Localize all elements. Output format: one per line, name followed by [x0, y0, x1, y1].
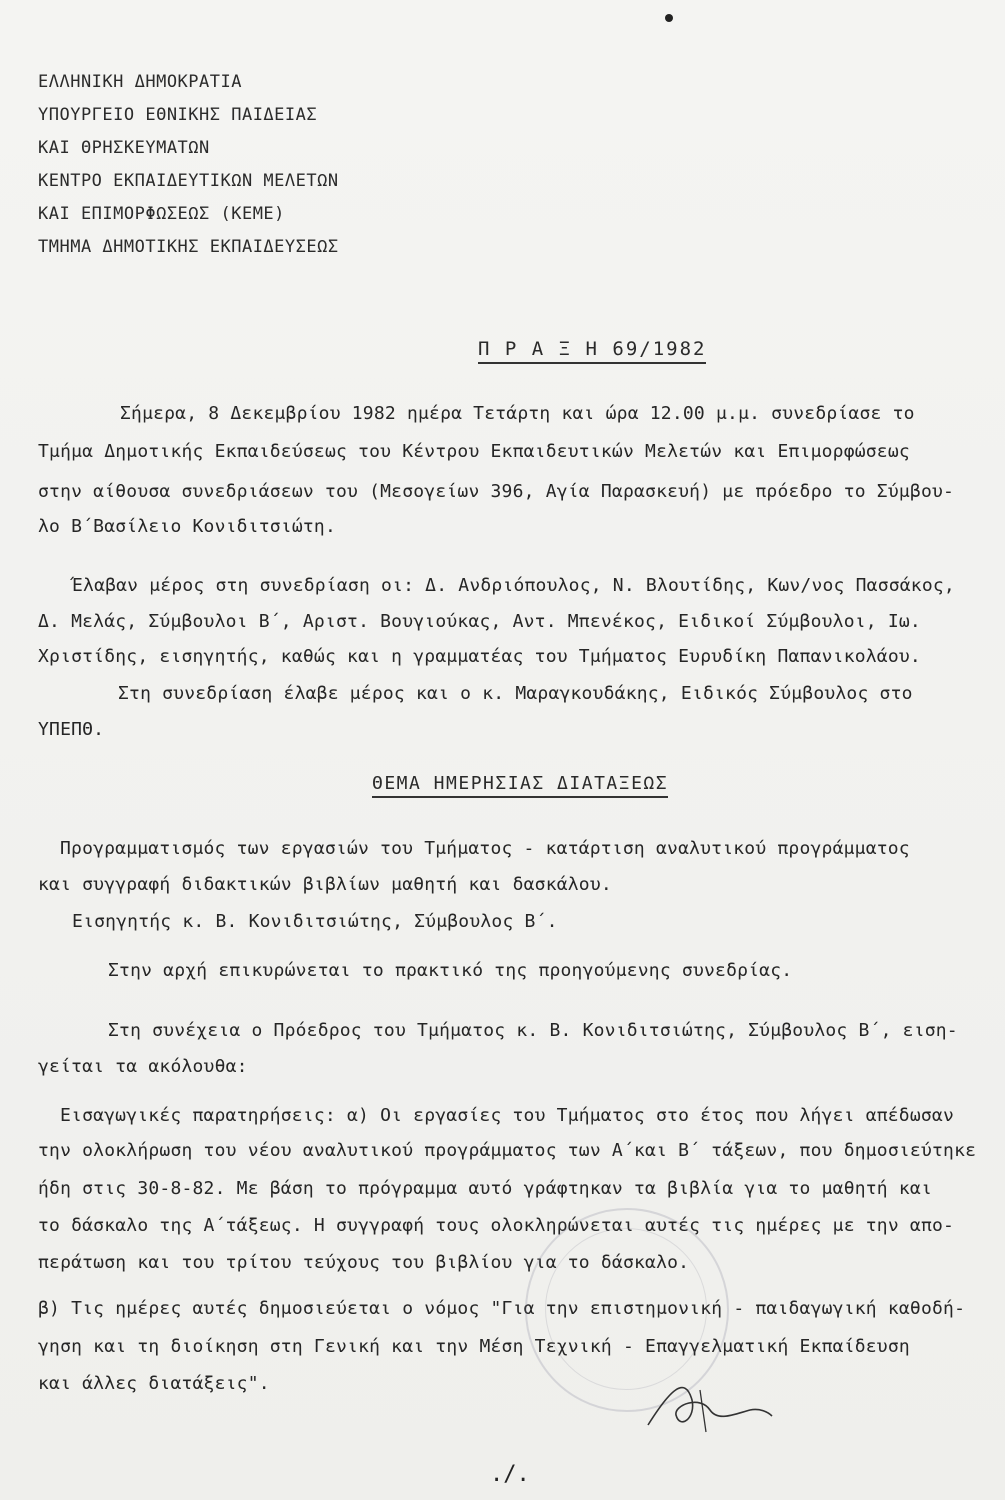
- header-line: ΥΠΟΥΡΓΕΙΟ ΕΘΝΙΚΗΣ ΠΑΙΔΕΙΑΣ: [38, 105, 318, 125]
- body-line: και συγγραφή διδακτικών βιβλίων μαθητή και δασκάλου.: [38, 874, 612, 895]
- body-line: ΥΠΕΠΘ.: [38, 719, 105, 740]
- body-line: γηση και τη διοίκηση στη Γενική και την Μέση Τεχνική - Επαγγελματική Εκπαίδευση: [38, 1336, 910, 1357]
- body-line: ήδη στις 30-8-82. Με βάση το πρόγραμμα αυτό γράφτηκαν τα βιβλία για το μαθητή και: [38, 1178, 932, 1199]
- body-line: Δ. Μελάς, Σύμβουλοι Β΄, Αριστ. Βουγιούκας, Αντ. Μπενέκος, Ειδικοί Σύμβουλοι, Ιω.: [38, 611, 921, 632]
- body-line: στην αίθουσα συνεδριάσεων του (Μεσογείων 396, Αγία Παρασκευή) με πρόεδρο το Σύμβου-: [38, 481, 955, 502]
- signature: [640, 1370, 780, 1440]
- body-line: Έλαβαν μέρος στη συνεδρίαση οι: Δ. Ανδριόπουλος, Ν. Βλουτίδης, Κων/νος Πασσάκος,: [72, 575, 955, 596]
- body-line: Σήμερα, 8 Δεκεμβρίου 1982 ημέρα Τετάρτη και ώρα 12.00 μ.μ. συνεδρίασε το: [120, 403, 915, 424]
- body-line: Εισαγωγικές παρατηρήσεις: α) Οι εργασίες του Τμήματος στο έτος που λήγει απέδωσαν: [60, 1105, 954, 1126]
- body-line: το δάσκαλο της Α΄τάξεως. Η συγγραφή τους ολοκληρώνεται αυτές τις ημέρες με την απο-: [38, 1215, 955, 1236]
- body-line: Στη συνέχεια ο Πρόεδρος του Τμήματος κ. Β. Κονιδιτσιώτης, Σύμβουλος Β΄, ειση-: [108, 1020, 958, 1041]
- header-line: ΕΛΛΗΝΙΚΗ ΔΗΜΟΚΡΑΤΙΑ: [38, 72, 242, 92]
- document-title: Π Ρ Α Ξ Η 69/1982: [478, 338, 706, 364]
- body-line: γείται τα ακόλουθα:: [38, 1056, 248, 1077]
- body-line: Προγραμματισμός των εργασιών του Τμήματος - κατάρτιση αναλυτικού προγράμματος: [60, 838, 910, 859]
- body-line: β) Τις ημέρες αυτές δημοσιεύεται ο νόμος "Για την επιστημονική - παιδαγωγική καθοδή-: [38, 1298, 966, 1319]
- body-line: την ολοκλήρωση του νέου αναλυτικού προγράμματος των Α΄και Β΄ τάξεων, που δημοσιεύτηκε: [38, 1140, 977, 1161]
- body-line: Στην αρχή επικυρώνεται το πρακτικό της προηγούμενης συνεδρίας.: [108, 960, 793, 981]
- body-line: Στη συνεδρίαση έλαβε μέρος και ο κ. Μαραγκουδάκης, Ειδικός Σύμβουλος στο: [118, 683, 913, 704]
- header-line: ΚΑΙ ΕΠΙΜΟΡΦΩΣΕΩΣ (ΚΕΜΕ): [38, 204, 285, 224]
- punch-dot: [665, 14, 673, 22]
- body-line: Τμήμα Δημοτικής Εκπαιδεύσεως του Κέντρου Εκπαιδευτικών Μελετών και Επιμορφώσεως: [38, 441, 910, 462]
- body-line: Εισηγητής κ. Β. Κονιδιτσιώτης, Σύμβουλος Β΄.: [72, 911, 558, 932]
- header-line: ΚΑΙ ΘΡΗΣΚΕΥΜΑΤΩΝ: [38, 138, 210, 158]
- agenda-title: ΘΕΜΑ ΗΜΕΡΗΣΙΑΣ ΔΙΑΤΑΞΕΩΣ: [372, 773, 668, 798]
- header-line: ΤΜΗΜΑ ΔΗΜΟΤΙΚΗΣ ΕΚΠΑΙΔΕΥΣΕΩΣ: [38, 237, 339, 257]
- body-line: Χριστίδης, εισηγητής, καθώς και η γραμματέας του Τμήματος Ευρυδίκη Παπανικολάου.: [38, 646, 921, 667]
- body-line: και άλλες διατάξεις".: [38, 1373, 270, 1394]
- header-line: ΚΕΝΤΡΟ ΕΚΠΑΙΔΕΥΤΙΚΩΝ ΜΕΛΕΤΩΝ: [38, 171, 339, 191]
- body-line: λο Β΄Βασίλειο Κονιδιτσιώτη.: [38, 516, 336, 537]
- continuation-mark: ./.: [490, 1462, 530, 1487]
- body-line: περάτωση και του τρίτου τεύχους του βιβλίου για το δάσκαλο.: [38, 1252, 690, 1273]
